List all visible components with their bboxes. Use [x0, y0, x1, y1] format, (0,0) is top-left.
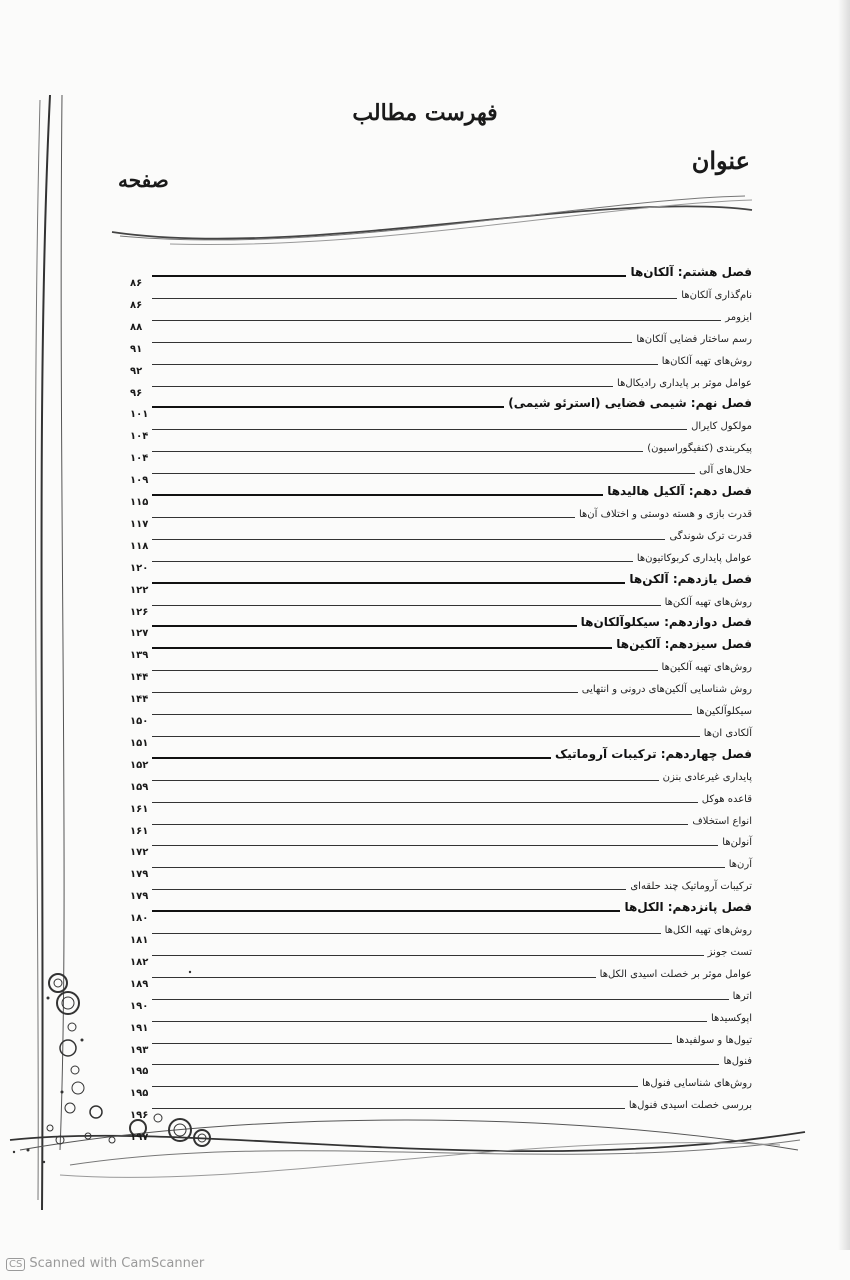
- toc-page-number: ۱۸۲: [130, 956, 149, 968]
- leader-line: [152, 845, 718, 846]
- toc-row: [126, 523, 752, 544]
- leader-line: [152, 1108, 625, 1109]
- toc-entry-title: فصل دهم: آلکیل هالیدها: [607, 484, 752, 498]
- toc-entry-title: پیکربندی (کنفیگوراسیون): [647, 443, 752, 455]
- leader-line: [152, 1064, 719, 1065]
- toc-entry-title: قاعده هوکل: [701, 793, 752, 805]
- leader-line: [152, 714, 692, 715]
- toc-entry-title: روش‌های تهیه آلکین‌ها: [661, 662, 752, 674]
- toc-row: [126, 501, 752, 522]
- leader-line: [152, 429, 687, 430]
- leader-line: [152, 780, 659, 781]
- toc-entry-title: فصل سیزدهم: آلکین‌ها: [616, 637, 752, 652]
- toc-page-number: ۱۹۰: [130, 1000, 149, 1012]
- toc-page-number: ۸۸: [130, 321, 143, 333]
- toc-page-number: ۱۲۲: [130, 584, 149, 596]
- toc-entry-title: فصل یازدهم: آلکن‌ها: [629, 571, 752, 586]
- leader-line: [152, 342, 632, 343]
- toc-entry-title: فصل هشتم: آلکان‌ها: [630, 265, 752, 279]
- leader-line: [152, 802, 698, 803]
- leader-line: [152, 298, 677, 299]
- toc-row: [126, 589, 752, 610]
- toc-row: [126, 808, 752, 829]
- toc-page-number: ۱۰۱: [130, 409, 149, 421]
- toc-entry-title: تیول‌ها و سولفیدها: [676, 1034, 752, 1046]
- toc-row: [126, 851, 752, 872]
- toc-page-number: ۸۶: [130, 278, 143, 289]
- leader-line: [152, 473, 695, 474]
- toc-entry-title: بررسی خصلت اسیدی فنول‌ها: [628, 1100, 752, 1112]
- leader-line: [152, 889, 626, 890]
- toc-entry-title: قدرت بازی و هسته دوستی و اختلاف آن‌ها: [578, 508, 752, 520]
- toc-page-number: ۱۲۶: [130, 606, 149, 618]
- leader-line: [152, 539, 665, 540]
- toc-row: [126, 370, 752, 391]
- leader-line: [152, 867, 725, 868]
- toc-page-number: ۱۹۳: [130, 1044, 149, 1056]
- toc-row: [126, 348, 752, 369]
- toc-chapter-row: [126, 479, 752, 500]
- leader-line: [152, 1086, 638, 1087]
- toc-page-number: ۱۶۱: [130, 803, 149, 815]
- toc-row: [126, 698, 752, 719]
- leader-line: [152, 736, 700, 737]
- toc-row: [126, 413, 752, 434]
- camscanner-badge: CS: [6, 1258, 25, 1271]
- toc-page-number: ۱۶۱: [130, 825, 149, 837]
- toc-entry-title: رسم ساختار فضایی آلکان‌ها: [636, 333, 752, 345]
- toc-page-number: ۱۲۷: [130, 628, 149, 640]
- toc-row: [126, 1005, 752, 1026]
- toc-chapter-row: [126, 391, 752, 412]
- leader-line: [152, 999, 729, 1000]
- toc-page-number: ۱۰۴: [130, 453, 149, 465]
- toc-page-number: ۹۲: [130, 365, 143, 377]
- toc-entry-title: روش‌های تهیه الکل‌ها: [664, 925, 752, 936]
- toc-entry-title: روش شناسایی آلکین‌های درونی و انتهایی: [581, 684, 752, 696]
- toc-page-number: ۱۵۱: [130, 737, 149, 749]
- toc-page-number: ۱۵۰: [130, 716, 149, 727]
- leader-line: [152, 561, 633, 562]
- toc-row: [126, 282, 752, 303]
- toc-entry-title: مولکول کایرال: [691, 421, 752, 433]
- toc-page-number: ۱۴۴: [130, 672, 149, 684]
- toc-entry-title: پایداری غیرعادی بنزن: [662, 771, 752, 783]
- leader-line: [152, 605, 661, 606]
- toc-row: [126, 1070, 752, 1091]
- toc-row: [126, 939, 752, 960]
- toc-entry-title: عوامل موثر بر پایداری رادیکال‌ها: [617, 377, 752, 389]
- toc-page-number: ۱۷۹: [130, 869, 149, 881]
- toc-page-number: ۱۹۵: [130, 1066, 149, 1078]
- toc-row: [126, 654, 752, 675]
- toc-entry-title: انواع استخلاف: [692, 815, 752, 827]
- leader-line: [152, 1021, 707, 1022]
- toc-page-number: ۱۷۹: [130, 891, 149, 903]
- toc-page-number: ۱۰۴: [130, 431, 149, 443]
- toc-page-number: ۱۹۱: [130, 1022, 149, 1034]
- leader-line: [152, 451, 643, 452]
- toc-row: [126, 720, 752, 741]
- toc-row: [126, 326, 752, 347]
- toc-page-number: ۱۸۰: [130, 913, 149, 925]
- toc-page-number: ۱۱۷: [130, 518, 149, 530]
- leader-line: [152, 320, 721, 321]
- toc-page-number: ۱۹۷: [130, 1132, 149, 1144]
- toc-row: [126, 304, 752, 325]
- toc-page-number: ۹۱: [130, 343, 143, 355]
- column-header-title: عنوان: [691, 146, 750, 175]
- leader-line: [152, 933, 661, 934]
- scanner-watermark: [6, 1256, 204, 1271]
- page-title: فهرست مطالب: [352, 100, 498, 126]
- leader-line: [152, 910, 620, 912]
- toc-entry-title: حلال‌های آلی: [699, 465, 752, 477]
- toc-entry-title: آلکادی ان‌ها: [703, 727, 752, 739]
- leader-line: [152, 275, 626, 277]
- toc-entry-title: فصل چهاردهم: ترکیبات آروماتیک: [554, 746, 752, 761]
- page-edge-shadow: [838, 0, 850, 1250]
- leader-line: [152, 955, 704, 956]
- toc-entry-title: روش‌های تهیه آلکن‌ها: [664, 596, 752, 608]
- toc-entry-title: آرن‌ها: [728, 859, 752, 871]
- toc-row: [126, 1048, 752, 1069]
- toc-page-number: ۱۵۹: [130, 781, 149, 793]
- toc-row: [126, 1092, 752, 1113]
- toc-page-number: ۹۶: [130, 387, 143, 399]
- toc-row: [126, 457, 752, 478]
- toc-row: [126, 676, 752, 697]
- leader-line: [152, 517, 575, 518]
- toc-chapter-row: [126, 742, 752, 763]
- toc-row: [126, 545, 752, 566]
- toc-chapter-row: [126, 260, 752, 281]
- toc-row: [126, 435, 752, 456]
- toc-entry-title: سیکلوآلکین‌ها: [696, 706, 752, 717]
- leader-line: [152, 406, 504, 408]
- toc-entry-title: عوامل پایداری کربوکاتیون‌ها: [636, 552, 752, 564]
- watermark-text: Scanned with CamScanner: [29, 1256, 205, 1271]
- toc-entry-title: نام‌گذاری آلکان‌ها: [681, 289, 752, 301]
- toc-page-number: ۱۰۹: [130, 475, 149, 487]
- leader-line: [152, 670, 658, 671]
- toc-entry-title: قدرت ترک شوندگی: [669, 530, 752, 542]
- toc-row: [126, 786, 752, 807]
- leader-line: [152, 692, 578, 693]
- toc-entry-title: فنول‌ها: [723, 1056, 752, 1068]
- toc-row: [126, 983, 752, 1004]
- toc-entry-title: تست جونز: [707, 946, 752, 958]
- toc-row: [126, 1027, 752, 1048]
- leader-line: [152, 647, 612, 649]
- leader-line: [152, 625, 577, 627]
- toc-chapter-row: [126, 610, 752, 631]
- toc-page-number: ۸۶: [130, 299, 143, 311]
- toc-entry-title: اپوکسیدها: [711, 1012, 752, 1024]
- leader-line: [152, 386, 613, 387]
- toc-page-number: ۱۱۵: [130, 497, 149, 508]
- leader-line: [152, 494, 603, 496]
- toc-page-number: ۱۱۸: [130, 540, 149, 552]
- toc-chapter-row: [126, 632, 752, 653]
- toc-page-number: ۱۵۲: [130, 759, 149, 771]
- toc-entry-title: روش‌های تهیه آلکان‌ها: [661, 355, 752, 367]
- toc-page-number: ۱۴۴: [130, 694, 149, 706]
- toc-row: [126, 829, 752, 850]
- toc-row: [126, 873, 752, 894]
- leader-line: [152, 582, 625, 584]
- toc-row: [126, 764, 752, 785]
- leader-line: [152, 824, 688, 825]
- toc-row: [126, 917, 752, 938]
- toc-entry-title: فصل پانزدهم: الکل‌ها: [624, 900, 752, 915]
- toc-page-number: ۱۷۲: [130, 847, 149, 859]
- toc-entry-title: ترکیبات آروماتیک چند حلقه‌ای: [630, 881, 752, 893]
- toc-entry-title: آنولن‌ها: [722, 837, 752, 849]
- toc-entry-title: فصل دوازدهم: سیکلوآلکان‌ها: [580, 615, 752, 630]
- toc-page-number: ۱۳۹: [130, 650, 149, 662]
- leader-line: [152, 757, 551, 759]
- toc-page-number: ۱۸۱: [130, 935, 149, 946]
- toc-page-number: ۱۹۶: [130, 1110, 149, 1122]
- toc-entry-title: اترها: [732, 990, 752, 1002]
- leader-line: [152, 364, 658, 365]
- leader-line: [152, 1043, 672, 1044]
- toc-chapter-row: [126, 567, 752, 588]
- toc-chapter-row: [126, 895, 752, 916]
- toc-entry-title: روش‌های شناسایی فنول‌ها: [642, 1078, 752, 1090]
- toc-page-number: ۱۸۹: [130, 978, 149, 990]
- toc-entry-title: فصل نهم: شیمی فضایی (استرئو شیمی): [508, 396, 752, 411]
- toc-entry-title: عوامل موثر بر خصلت اسیدی الکل‌ها: [599, 968, 752, 980]
- toc-row: [126, 961, 752, 982]
- column-header-page: صفحه: [118, 168, 169, 192]
- toc-entry-title: ایزومر: [725, 311, 752, 323]
- toc-page-number: ۱۹۵: [130, 1088, 149, 1100]
- toc-page-number: ۱۲۰: [130, 562, 149, 574]
- leader-line: [152, 977, 596, 978]
